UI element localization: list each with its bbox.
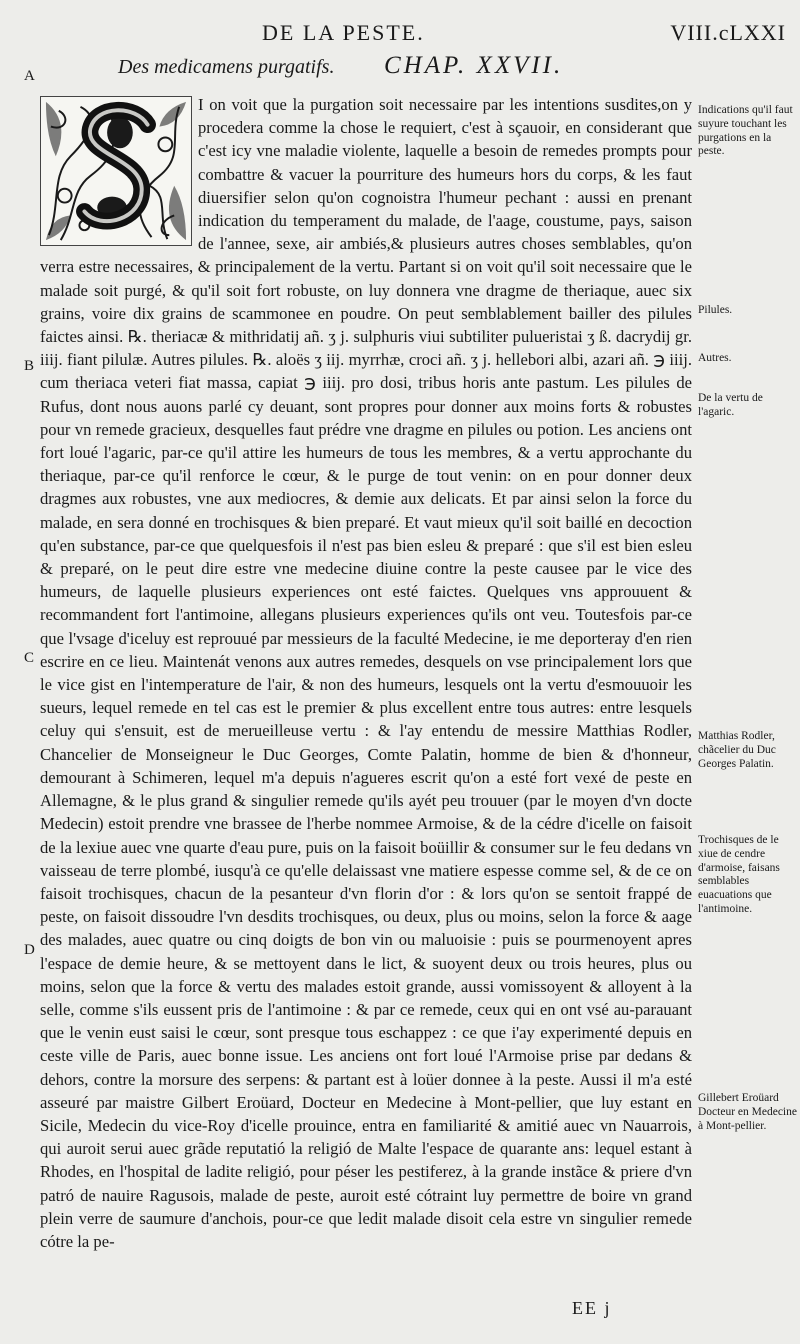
marginal-note-pilules: Pilules.: [698, 304, 733, 316]
marginal-note-autres: Autres.: [698, 352, 732, 364]
margin-letter-c: C: [24, 650, 35, 666]
folio-number: VIII.cLXXI: [670, 20, 786, 45]
marginal-note-rodler: Matthias Rodler, chãcelier du Duc Georges Palatin.: [698, 730, 776, 770]
margin-letter-d: D: [24, 942, 35, 958]
main-text: I on voit que la purgation soit necessaire par les intentions susdites,on y procedera comme la chose le requiert, c'est à sçauoir, en considerant que c'est icy vne maladie violente, laquelle a besoin de remedes prompts pour combattre & vacuer la pourriture des humeurs hors du corps, & les faut diuersifier selon qu'on cognoistra l'humeur pechant : aussi en prenant indication du temperament du malade, de l'aage, coustume, pays, saison de l'annee, sexe, air ambiés,& plusieurs autres choses semblables, qu'on verra estre necessaires, & principalement de la vertu. Partant si on voit qu'il soit necessaire que le malade soit purgé, & qu'il soit fort robuste, on luy donnera vne dragme de theriaque, auec six grains, voire dix grains de scammonee en poudre. On peut semblablement bailler des pilules faictes ainsi. ℞. theriacæ & mithridatij añ. ʒ j. sulphuris viui subtiliter pulueristai ʒ ß. dacrydij gr. iiij. fiant pilulæ. Autres pilules. ℞. aloës ʒ iij. myrrhæ, croci añ. ʒ j. hellebori albi, azari añ. ℈ iiij. cum theriaca veteri fiat massa, capiat ℈ iiij. pro dosi, tribus horis ante pastum. Les pilules de Rufus, dont nous auons parlé cy deuant, sont propres pour donner aux moins forts & robustes pour vn remede gracieux, desquelles faut prédre vne dragme en pilules ou potion. Les anciens ont fort loué l'agaric, par-ce qu'il attire les humeurs de tous les membres, & a vertu approchante du theriaque, par-ce qu'il renforce le cœur, & le purge de tout venin: on en pour donner deux dragmes aux robustes, vne aux mediocres, & demie aux delicats. Et par ainsi selon la force du malade, en sera donné en trochisques & bien preparé. Et vaut mieux qu'il soit baillé en decoction qu'en substance, par-ce que quelquesfois il n'est pas bien esleu & preparé : que s'il est bien esleu & preparé, on le peut dire estre vne medecine diuine contre la peste causee par le vice des humeurs, de laquelle plusieurs experiences ont esté faictes. Quelques vns approuuent & recommandent fort l'antimoine, allegans plusieurs experiences qu'ils ont veu. Toutesfois par-ce que l'vsage d'iceluy est reprouué par messieurs de la faculté Medecine, ie me deporteray d'en rien escrire en ce lieu. Maintenát venons aux autres remedes, desquels on vse principalement lors que le vice gist en l'intemperature de l'air, & non des humeurs, lesquels ont la vertu d'esmouuoir les sueurs, lequel remede en tel cas est le premier & plus excellent entre tous autres: entre lesquels celuy qui s'ensuit, est de merueilleuse vertu : & l'ay entendu de messire Matthias Rodler, Chancelier de Monseigneur le Duc Georges, Comte Palatin, homme de bien & d'honneur, demourant à Schimeren, lequel m'a depuis n'agueres escrit qu'on a esté fort vexé de peste en Allemagne, & le plus grand & singulier remede qu'ils ayét peu trouuer (par le moyen d'vn docte Medecin) estoit prendre vne brassee de l'herbe nommee Armoise, & de la cédre d'icelle on faisoit de la lexiue auec vne quarte d'eau pure, puis on la faisoit boüillir & consumer sur le feu dedans vn vaisseau de terre plombé, iusqu'à ce qu'elle delaissast vne matiere espesse comme sel, & de ce on faisoit trochisques, chacun de la pesanteur d'vn florin d'or : & lors qu'on se sentoit frappé de peste, on faisoit dissoudre l'vn desdits trochisques, ou deux, plus ou moins, selon la force & aage des malades, auec quatre ou cinq doigts de bon vin ou maluoisie : puis se pourmenoyent apres l'espace de demie heure, & se mettoyent dans le lict, & suoyent deux ou trois heures, plus ou moins, selon que la force & vertu des malades estoit grande, aussi vomissoyent & alloyent à la selle, comme s'ils eussent pris de l'antimoine : & par ce remede, ceux qui en ont vsé au-parauant que le venin eust saisi le cœur, sont presque tous eschappez : ce que i'ay experimenté depuis en ceste ville de Paris, auec bonne issue. Les anciens ont fort loué l'Armoise prise par dedans & dehors, contre la morsure des serpens: & partant est à loüer donnee à la peste. Aussi il m'a esté asseuré par maistre Gilbert Eroüard, Docteur en Medecine à Mont-pellier, que luy estant en Sicile, Medecin du vice-Roy d'icelle prouince, entra en familiarité & amitié auec vn Nauarrois, qui auroit serui auec grãde reputatió la religió de Malte l'espace de quarante ans: lequel estant à Rhodes, en l'hospital de ladite religió, pour péser les pestiferez, à la grande instãce & priere d'vn patró de nauire Ragusois, malade de peste, auroit esté cótraint luy permettre de boire vn grand plein verre de saumure d'anchois, pour-ce que ledit malade disoit cela estre vn singulier remede cótre la pe-: [40, 95, 692, 1251]
marginal-note-indications: Indications qu'il faut suyure touchant les purgations en la peste.: [698, 104, 793, 158]
running-title: DE LA PESTE.: [262, 20, 425, 45]
main-text-block: [40, 93, 692, 1253]
signature-mark: EE j: [572, 1298, 612, 1318]
initial-spacer: [40, 93, 198, 251]
chapter-heading-line: [118, 52, 698, 86]
marginal-note-agaric: De la vertu de l'agaric.: [698, 392, 763, 418]
running-head: [262, 20, 786, 48]
chapter-subtitle: Des medicamens purgatifs.: [118, 56, 335, 78]
margin-letter-a: A: [24, 68, 35, 84]
margin-letter-b: B: [24, 358, 35, 374]
marginal-note-erouard: Gillebert Eroüard Docteur en Medecine à Mont-pellier.: [698, 1092, 797, 1132]
chapter-number: CHAP. XXVII.: [384, 52, 564, 79]
marginal-note-trochisques: Trochisques de le xiue de cendre d'armoise, faisans semblables euacuations que l'antimoine.: [698, 834, 780, 915]
